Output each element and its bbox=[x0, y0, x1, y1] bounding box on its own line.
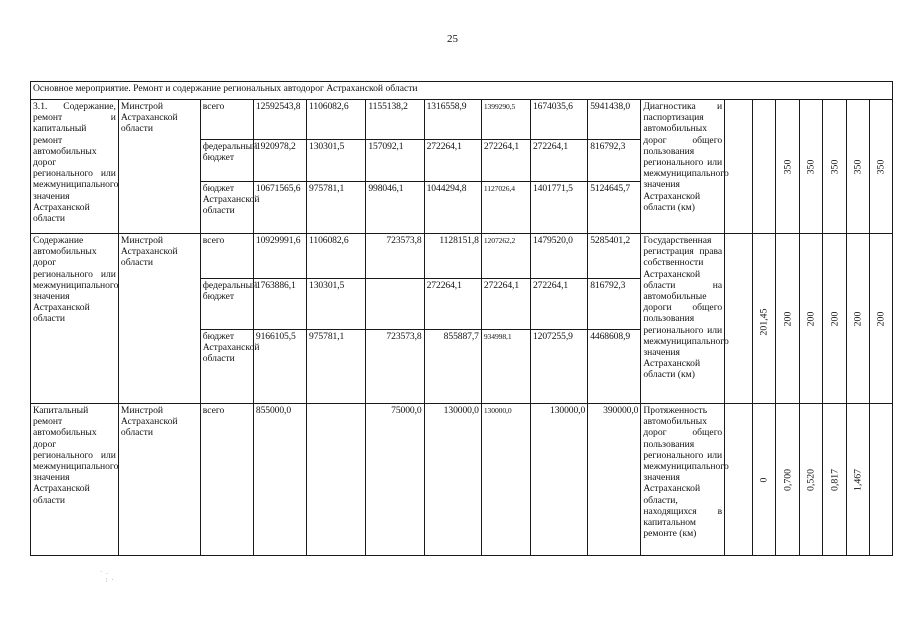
value-year-6: 816792,3 bbox=[588, 140, 641, 182]
value-year-1: 130301,5 bbox=[307, 140, 366, 182]
target-value-2: 200 bbox=[776, 234, 800, 404]
funding-source: федеральный бюджет bbox=[200, 140, 253, 182]
value-total: 12592543,8 bbox=[253, 100, 306, 140]
funding-source: всего bbox=[200, 404, 253, 556]
value-total: 855000,0 bbox=[253, 404, 306, 556]
value-year-5: 130000,0 bbox=[530, 404, 587, 556]
value-year-2: 1155138,2 bbox=[366, 100, 424, 140]
target-value-6: 200 bbox=[870, 234, 893, 404]
value-year-5: 1674035,6 bbox=[530, 100, 587, 140]
funding-source: всего bbox=[200, 100, 253, 140]
target-value-2: 350 bbox=[776, 100, 800, 234]
value-total: 1763886,1 bbox=[253, 279, 306, 330]
target-value-3: 0,520 bbox=[799, 404, 823, 556]
value-year-3: 1044294,8 bbox=[424, 182, 481, 234]
target-value-4: 350 bbox=[823, 100, 847, 234]
funding-source: бюджет Астраханской области bbox=[200, 182, 253, 234]
activity-name: Содержание автомобильных дорог регионального или межмуниципального значения Астраханской области bbox=[31, 234, 119, 404]
value-year-6: 816792,3 bbox=[588, 279, 641, 330]
target-value-4: 0,817 bbox=[823, 404, 847, 556]
target-value-3: 350 bbox=[799, 100, 823, 234]
page-number: 25 bbox=[447, 33, 458, 45]
value-year-5: 1401771,5 bbox=[530, 182, 587, 234]
value-year-2: 998046,1 bbox=[366, 182, 424, 234]
funding-source: всего bbox=[200, 234, 253, 279]
target-value-5: 350 bbox=[846, 100, 870, 234]
activity-name: 3.1. Содержание, ремонт и капитальный ремонт автомобильных дорог регионального или межмуниципального значения Астраханской области bbox=[31, 100, 119, 234]
target-value-0 bbox=[725, 100, 753, 234]
value-year-3: 1316558,9 bbox=[424, 100, 481, 140]
value-total: 10671565,6 bbox=[253, 182, 306, 234]
indicator-name: Государственная регистрация права собственности Астраханской области на автомобильные дороги общего пользования регионального или межмуниципального значения Астраханской области (км) bbox=[641, 234, 725, 404]
value-year-6: 390000,0 bbox=[588, 404, 641, 556]
value-year-1: 1106082,6 bbox=[307, 234, 366, 279]
value-year-4: 1399290,5 bbox=[481, 100, 530, 140]
target-value-0 bbox=[725, 404, 753, 556]
program-activities-table bbox=[30, 81, 893, 556]
target-value-5: 1,467 bbox=[846, 404, 870, 556]
scan-noise-mark: · . : · bbox=[100, 568, 115, 584]
target-value-1: 201,45 bbox=[752, 234, 776, 404]
value-year-2 bbox=[366, 279, 424, 330]
target-value-3: 200 bbox=[799, 234, 823, 404]
value-year-4: 1207262,2 bbox=[481, 234, 530, 279]
executor: Минстрой Астраханской области bbox=[118, 404, 200, 556]
target-value-6: 350 bbox=[870, 100, 893, 234]
target-value-1 bbox=[752, 100, 776, 234]
value-year-2: 157092,1 bbox=[366, 140, 424, 182]
value-total: 1920978,2 bbox=[253, 140, 306, 182]
value-year-4: 130000,0 bbox=[481, 404, 530, 556]
value-year-6: 5124645,7 bbox=[588, 182, 641, 234]
executor: Минстрой Астраханской области bbox=[118, 234, 200, 404]
value-year-5: 1207255,9 bbox=[530, 330, 587, 404]
value-year-3: 1128151,8 bbox=[424, 234, 481, 279]
value-year-1: 1106082,6 bbox=[307, 100, 366, 140]
value-year-5: 1479520,0 bbox=[530, 234, 587, 279]
value-year-5: 272264,1 bbox=[530, 140, 587, 182]
target-value-0 bbox=[725, 234, 753, 404]
target-value-2: 0,700 bbox=[776, 404, 800, 556]
value-year-1 bbox=[307, 404, 366, 556]
value-year-3: 130000,0 bbox=[424, 404, 481, 556]
target-value-6 bbox=[870, 404, 893, 556]
value-total: 9166105,5 bbox=[253, 330, 306, 404]
value-year-4: 1127026,4 bbox=[481, 182, 530, 234]
value-year-4: 934998,1 bbox=[481, 330, 530, 404]
value-year-6: 5941438,0 bbox=[588, 100, 641, 140]
value-year-6: 5285401,2 bbox=[588, 234, 641, 279]
value-year-2: 723573,8 bbox=[366, 330, 424, 404]
target-value-4: 200 bbox=[823, 234, 847, 404]
indicator-name: Протяженность автомобильных дорог общего пользования регионального или межмуниципального значения Астраханской области, находящихся в капитальном ремонте (км) bbox=[641, 404, 725, 556]
executor: Минстрой Астраханской области bbox=[118, 100, 200, 234]
value-year-3: 272264,1 bbox=[424, 140, 481, 182]
value-year-4: 272264,1 bbox=[481, 140, 530, 182]
value-year-1: 975781,1 bbox=[307, 330, 366, 404]
value-year-3: 855887,7 bbox=[424, 330, 481, 404]
value-year-6: 4468608,9 bbox=[588, 330, 641, 404]
target-value-1: 0 bbox=[752, 404, 776, 556]
activity-name: Капитальный ремонт автомобильных дорог регионального или межмуниципального значения Астраханской области bbox=[31, 404, 119, 556]
funding-source: бюджет Астраханской области bbox=[200, 330, 253, 404]
value-year-4: 272264,1 bbox=[481, 279, 530, 330]
value-year-1: 975781,1 bbox=[307, 182, 366, 234]
funding-source: федеральный бюджет bbox=[200, 279, 253, 330]
value-year-2: 723573,8 bbox=[366, 234, 424, 279]
target-value-5: 200 bbox=[846, 234, 870, 404]
value-year-5: 272264,1 bbox=[530, 279, 587, 330]
value-total: 10929991,6 bbox=[253, 234, 306, 279]
value-year-2: 75000,0 bbox=[366, 404, 424, 556]
value-year-3: 272264,1 bbox=[424, 279, 481, 330]
section-title: Основное мероприятие. Ремонт и содержание региональных автодорог Астраханской области bbox=[31, 82, 893, 100]
indicator-name: Диагностика и паспортизация автомобильных дорог общего пользования регионального или межмуниципального значения Астраханской области (км) bbox=[641, 100, 725, 234]
value-year-1: 130301,5 bbox=[307, 279, 366, 330]
